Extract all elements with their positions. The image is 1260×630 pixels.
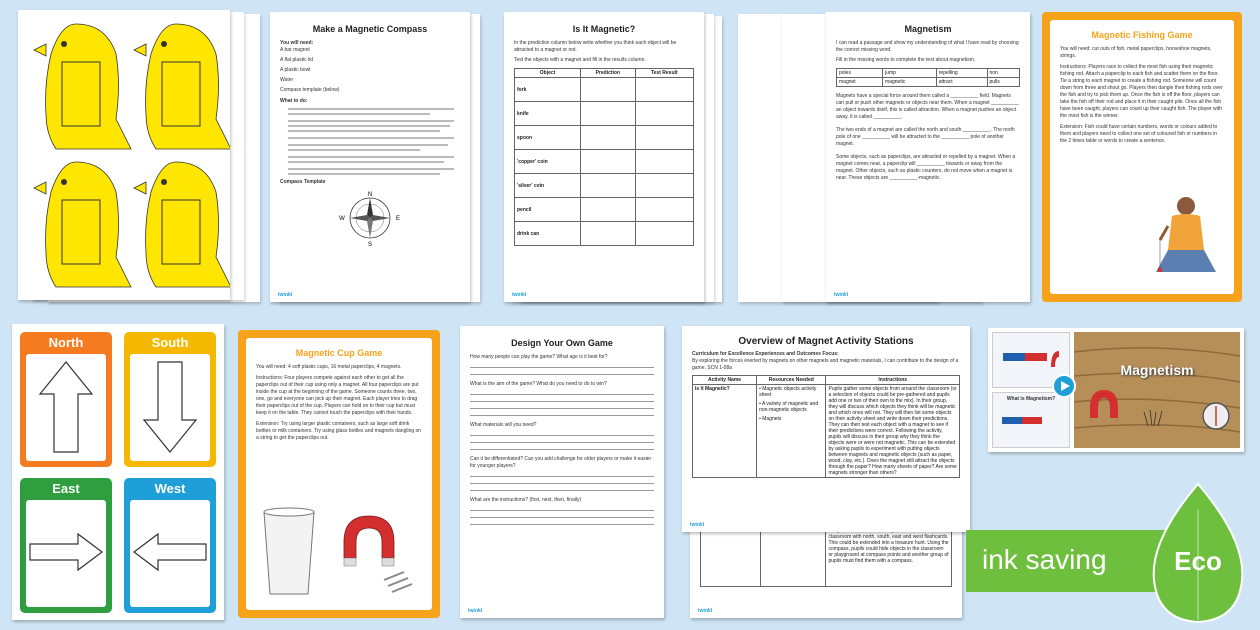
- bird-cutout-sheet: [18, 10, 230, 300]
- overview-back-table: [700, 526, 952, 587]
- table-cell: repelling: [936, 69, 987, 78]
- magnetism-sheet-title: Magnetism: [904, 24, 952, 34]
- bird-cutout: [34, 24, 131, 149]
- arrow-right-icon: [26, 500, 106, 605]
- magnetism-worksheet: [826, 12, 1030, 302]
- overview-title: Overview of Magnet Activity Stations: [738, 336, 914, 347]
- is-it-magnetic-intro: In the prediction column below write whether you think each object will be attracted to a magnet or not.: [514, 40, 677, 53]
- cup-game-card: [238, 330, 440, 618]
- table-cell: [761, 527, 826, 587]
- overview-worksheet: [682, 326, 970, 532]
- overview-back-page: [690, 522, 962, 618]
- cup-game-needs: You will need: 4 soft plastic cups, 16 metal paperclips, 4 magnets.: [256, 364, 402, 370]
- compass-needs-heading: You will need:: [280, 40, 314, 46]
- page-footer: twinkl: [698, 608, 713, 614]
- table-header: Resources Needed: [757, 376, 826, 385]
- fishing-title: Magnetic Fishing Game: [1091, 30, 1193, 40]
- design-question: Can it be differentiated? Can you add challenge for older players or make it easier for younger players?: [470, 456, 652, 469]
- arrow-up-icon: [26, 354, 106, 459]
- table-cell: poles: [837, 69, 883, 78]
- compass-worksheet: [270, 12, 470, 302]
- page-footer: twinkl: [278, 292, 293, 298]
- play-button[interactable]: [1052, 374, 1076, 398]
- compass-item: A bar magnet: [280, 47, 310, 53]
- design-question: What materials will you need?: [470, 422, 537, 428]
- direction-card-east: [20, 478, 112, 613]
- table-header: Object: [515, 69, 581, 78]
- page-footer: twinkl: [512, 292, 527, 298]
- direction-card-north: [20, 332, 112, 467]
- table-header: Test Result: [635, 69, 693, 78]
- fishing-needs: You will need: cut outs of fish, metal paperclips, horseshoe magnets, strings.: [1060, 46, 1212, 59]
- magnetism-instruction: Fill in the missing words to complete the text about magnetism.: [836, 57, 976, 63]
- table-cell: classroom with north, south, east and west flashcards. This could be extended into a treasure hunt. Using the compass, pupils could hide objects in the classroom or playground at compass points and another group of pupils must find them with a compass.: [826, 527, 952, 587]
- table-cell: Pupils gather some objects from around the classroom (or a selection of objects could be pre-gathered and pupils add one or two of their own to the mix). In their group, they will discuss which objects they think will be magnetic and which ones will not. They will then list some objects on their activity sheet and write down their predictions. They can then test each object with a magnet to see if their predictions were correct. Following the activity, pupils will discuss in their group why they think the objects were or were not magnetic. This can be extended by asking pupils to experiment with putting objects between magnets and magnetic objects (such as paper, wood, clay, etc.). Does the magnet still attract the objects through the paper? How many sheets of paper? Are some magnets stronger than others?: [826, 385, 960, 478]
- overview-curriculum-heading: Curriculum for Excellence Experiences and Outcomes Focus:: [692, 351, 839, 357]
- table-cell: 'silver' coin: [515, 174, 581, 198]
- cup-and-magnet-illustration: [254, 502, 424, 602]
- page-footer: twinkl: [690, 522, 705, 528]
- table-cell: knife: [515, 102, 581, 126]
- cup-game-extension: Extension: Try using larger plastic containers, such as large soft drink bottles or milk containers. Try using glass bottles and magnets dangling on a string to get the paperclips out.: [256, 421, 422, 441]
- design-question: What are the instructions? (first, next, then, finally): [470, 497, 582, 503]
- overview-table: [692, 375, 960, 478]
- table-cell: jump: [883, 69, 937, 78]
- table-cell: fork: [515, 78, 581, 102]
- arrow-left-icon: [130, 500, 210, 605]
- compass-item: Water: [280, 77, 294, 83]
- is-it-magnetic-worksheet: [504, 12, 704, 302]
- overview-curriculum-text: By exploring the forces exerted by magnets on other magnets and magnetic materials, I can contribute to the design of a game. SCN 1-08a: [692, 358, 959, 371]
- powerpoint-preview[interactable]: [988, 328, 1244, 452]
- compass-letter-w: W: [339, 216, 345, 222]
- table-cell: magnetic: [883, 78, 937, 87]
- direction-cards-sheet: [12, 324, 224, 620]
- direction-label: East: [52, 481, 80, 496]
- table-cell: non: [987, 69, 1020, 78]
- is-it-magnetic-intro2: Test the objects with a magnet and fill in the results column.: [514, 57, 646, 63]
- arrow-down-icon: [130, 354, 210, 459]
- compass-letter-e: E: [395, 216, 401, 222]
- fishing-extension: Extension: Fish could have certain numbers, words or colours added to them and players need to collect one set of coloured fish or numbers in the 2 times table or words to create a sentence.: [1060, 124, 1218, 144]
- page-footer: twinkl: [834, 292, 849, 298]
- compass-item: A flat plastic lid: [280, 57, 314, 63]
- magnetism-paragraph: Magnets have a special force around them called a __________ field. Magnets can pull or push other magnets or objects near them. When a magnet __________ an object towards itself, this is called attraction. When a magnet pushes an object away, it is called __________.: [836, 93, 1019, 120]
- table-header: Prediction: [581, 69, 635, 78]
- word-bank-table: [836, 68, 1020, 87]
- compass-steps-lines: [280, 108, 460, 175]
- table-cell: magnet: [837, 78, 883, 87]
- cup-game-instructions: Instructions: Four players compete against each other to get all the paperclips out of their cup using only a magnet. All four paperclips are put inside the cup at the beginning of the game. Someone counts three, two, one, go and everyone can pick up their magnet. Each player tries to drag their paperclips out of the cup. Players can hold on to their cup but must keep it on the table. They cannot touch the paperclips with their hands.: [256, 375, 419, 416]
- design-question: How many people can play the game? What age is it best for?: [470, 354, 608, 360]
- direction-card-west: [124, 478, 216, 613]
- table-cell: pulls: [987, 78, 1020, 87]
- compass-template-label: Compass Template: [280, 179, 326, 185]
- bird-cutouts-illustration: [18, 10, 230, 300]
- table-header: Instructions: [826, 376, 960, 385]
- cup-game-title: Magnetic Cup Game: [295, 348, 383, 358]
- table-cell: pencil: [515, 198, 581, 222]
- is-it-magnetic-title: Is It Magnetic?: [572, 24, 636, 34]
- table-header: Activity Name: [693, 376, 757, 385]
- design-question: What is the aim of the game? What do you need to do to win?: [470, 381, 607, 387]
- compass-rose-icon: [335, 188, 405, 248]
- compass-letter-n: N: [367, 192, 373, 198]
- direction-label: South: [151, 335, 189, 350]
- boy-fishing-illustration: [1146, 192, 1226, 282]
- direction-label: West: [154, 481, 186, 496]
- table-cell: spoon: [515, 126, 581, 150]
- slide-main-title: Magnetism: [1120, 362, 1194, 378]
- slide-title: What is Magnetism?: [1006, 396, 1056, 402]
- design-game-title: Design Your Own Game: [511, 338, 613, 348]
- wood-texture-background: [1074, 332, 1240, 448]
- bird-cutout: [34, 162, 131, 287]
- compass-item: Compass template (below): [280, 87, 340, 93]
- compass-title: Make a Magnetic Compass: [312, 24, 428, 34]
- slide-thumbnail[interactable]: [992, 392, 1070, 448]
- compass-steps-heading: What to do:: [280, 98, 308, 104]
- compass-letter-s: S: [367, 242, 373, 248]
- prediction-table: [514, 68, 694, 246]
- page-footer: twinkl: [468, 608, 483, 614]
- eco-badge-label: Eco: [1174, 546, 1222, 576]
- fishing-instructions: Instructions: Players race to collect the most fish using their magnetic fishing rod. Attach a paperclip to each fish and scatter them on the floor. Tie a string to each magnet to create a fishing rod. Someone will count down from three and shout go. Players then dangle their fishing rods over the fish and try to pick them up. Once the fish is off the floor, players can take the fish off their rod and place it in their caught pile. Once all the fish have been caught, players can count up their caught fish. The player with the most fish is the winner.: [1060, 64, 1223, 119]
- title-slide[interactable]: [1074, 332, 1240, 448]
- bird-cutout: [134, 24, 230, 149]
- table-cell: 'copper' coin: [515, 150, 581, 174]
- ink-saving-label: ink saving: [982, 544, 1107, 575]
- magnetism-paragraph: The two ends of a magnet are called the north and south __________. The north pole of one __________ will be attracted to the __________ pole of another magnet.: [836, 127, 1015, 147]
- table-cell: Is It Magnetic?: [693, 385, 757, 478]
- play-icon: [1054, 376, 1074, 396]
- bar-magnet-icon: [996, 403, 1066, 439]
- bird-cutout: [134, 162, 230, 287]
- direction-card-south: [124, 332, 216, 467]
- magnetism-paragraph: Some objects, such as paperclips, are attracted or repelled by a magnet. When a magnet comes near, a paperclip will __________ towards or away from the magnet. Other objects, such as plastic counters, do not move when a magnet is near. These objects are __________-magnetic.: [836, 154, 1016, 181]
- table-cell: drink can: [515, 222, 581, 246]
- table-cell: • Magnetic objects activity sheet • A variety of magnetic and non-magnetic objects • Magnets: [757, 385, 826, 478]
- compass-item: A plastic bowl: [280, 67, 311, 73]
- table-cell: attract: [936, 78, 987, 87]
- direction-label: North: [48, 335, 84, 350]
- design-game-worksheet: [460, 326, 664, 618]
- magnetism-intro: I can read a passage and show my understanding of what I have read by choosing the correct missing word.: [836, 40, 1019, 53]
- fishing-game-card: [1042, 12, 1242, 302]
